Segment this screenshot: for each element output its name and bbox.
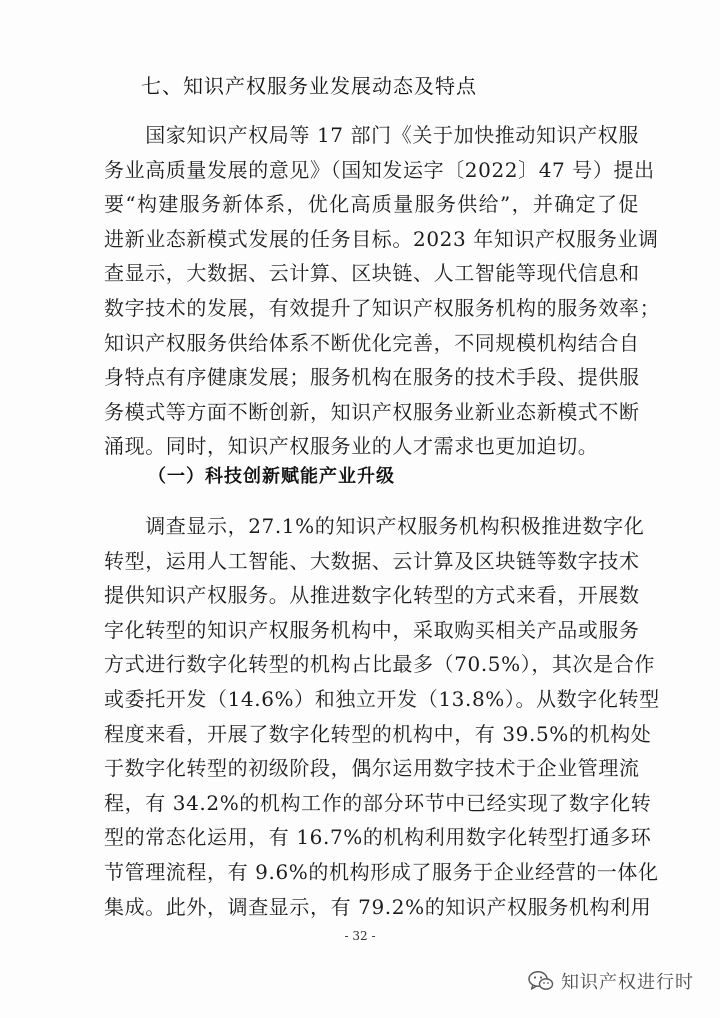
- text-line: 要“构建服务新体系，优化高质量服务供给”，并确定了促: [104, 192, 639, 217]
- wechat-logo-icon: [528, 970, 554, 992]
- text-line: 身特点有序健康发展；服务机构在服务的技术手段、提供服: [104, 365, 640, 390]
- paragraph-2: [104, 509, 660, 924]
- text-line: 提供知识产权服务。从推进数字化转型的方式来看，开展数: [104, 583, 640, 608]
- paragraph-1: [104, 118, 661, 464]
- text-line: 程，有 34.2%的机构工作的部分环节中已经实现了数字化转: [104, 790, 652, 815]
- text-line: 于数字化转型的初级阶段，偶尔运用数字技术于企业管理流: [104, 756, 640, 781]
- text-line: 知识产权服务供给体系不断优化完善，不同规模机构结合自: [104, 330, 640, 355]
- page-number: - 32 -: [344, 929, 376, 943]
- text-line: 务业高质量发展的意见》（国知发运字〔2022〕47 号）提出: [104, 157, 655, 182]
- text-line: 调查显示，27.1%的知识产权服务机构积极推进数字化: [104, 514, 645, 538]
- text-line: 进新业态新模式发展的任务目标。2023 年知识产权服务业调: [104, 226, 659, 251]
- text-line: 数字技术的发展，有效提升了知识产权服务机构的服务效率；: [104, 295, 661, 320]
- subsection-heading: （一）科技创新赋能产业升级: [148, 466, 395, 487]
- text-line: 查显示，大数据、云计算、区块链、人工智能等现代信息和: [104, 261, 640, 286]
- text-line: 节管理流程，有 9.6%的机构形成了服务于企业经营的一体化: [104, 859, 659, 884]
- text-line: 方式进行数字化转型的机构占比最多（70.5%），其次是合作: [104, 652, 655, 677]
- text-line: 转型，运用人工智能、大数据、云计算及区块链等数字技术: [104, 548, 640, 573]
- text-line: 型的常态化运用，有 16.7%的机构利用数字化转型打通多环: [104, 825, 652, 850]
- text-line: 字化转型的知识产权服务机构中，采取购买相关产品或服务: [104, 617, 640, 642]
- text-line: 涌现。同时，知识产权服务业的人才需求也更加迫切。: [104, 434, 599, 459]
- text-line: 或委托开发（14.6%）和独立开发（13.8%）。从数字化转型: [104, 686, 660, 711]
- text-line: 集成。此外，调查显示，有 79.2%的知识产权服务机构利用: [104, 894, 652, 919]
- text-line: 国家知识产权局等 17 部门《关于加快推动知识产权服: [104, 123, 639, 147]
- watermark-text: 知识产权进行时: [561, 972, 694, 993]
- section-heading: 七、知识产权服务业发展动态及特点: [141, 74, 477, 98]
- text-line: 程度来看，开展了数字化转型的机构中，有 39.5%的机构处: [104, 721, 652, 746]
- watermark: [528, 968, 694, 994]
- text-line: 务模式等方面不断创新，知识产权服务业新业态新模式不断: [104, 399, 640, 424]
